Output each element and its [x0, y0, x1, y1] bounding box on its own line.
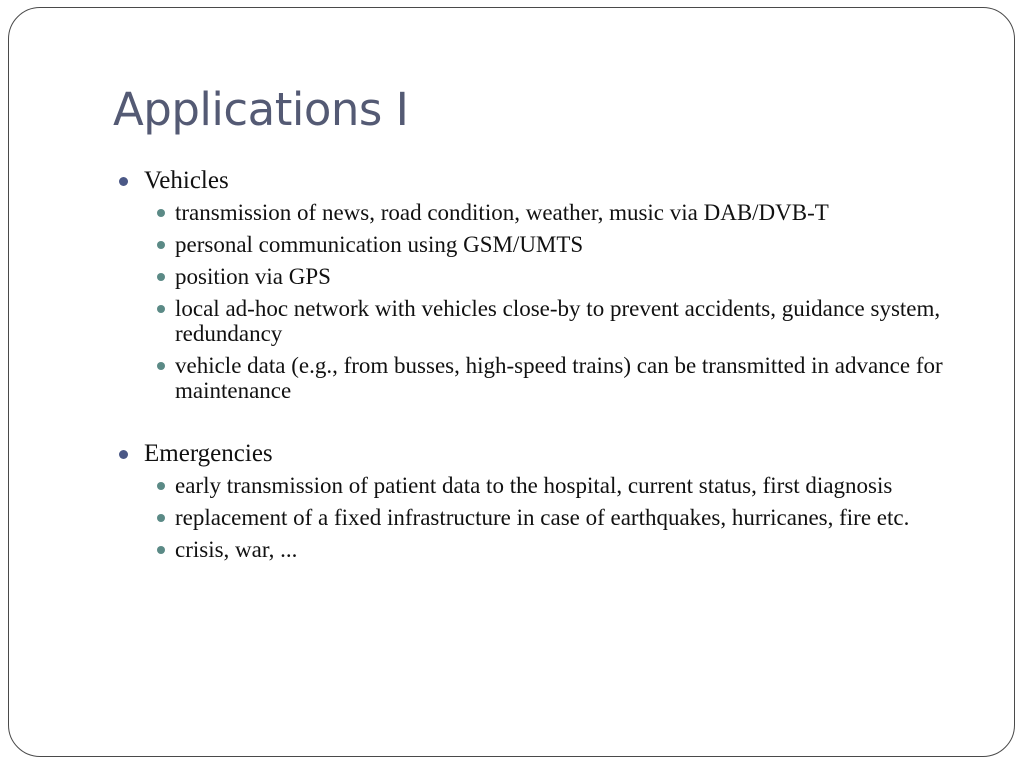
list-item: [113, 473, 973, 498]
list-item-text: transmission of news, road condition, weather, music via DAB/DVB-T: [175, 200, 829, 225]
slide-title: Applications I: [113, 83, 409, 136]
list-item-text: crisis, war, ...: [175, 537, 298, 562]
list-item-text: personal communication using GSM/UMTS: [175, 232, 584, 257]
sub-bullet-icon: [157, 362, 165, 370]
bullet-level1: [113, 439, 973, 469]
sub-bullet-icon: [157, 273, 165, 281]
bullet-icon: [119, 177, 128, 186]
bullet-level1: [113, 166, 973, 196]
sub-bullet-icon: [157, 305, 165, 313]
sub-bullet-icon: [157, 209, 165, 217]
slide-frame: [8, 7, 1015, 757]
sub-bullet-list: [113, 473, 973, 562]
sub-bullet-icon: [157, 514, 165, 522]
sub-bullet-icon: [157, 546, 165, 554]
bullet-icon: [119, 450, 128, 459]
section-emergencies: [113, 439, 973, 562]
list-item-text: local ad-hoc network with vehicles close-by to prevent accidents, guidance system, redundancy: [175, 296, 941, 346]
sub-bullet-icon: [157, 482, 165, 490]
section-vehicles: [113, 166, 973, 403]
list-item: [113, 505, 973, 530]
list-item: [113, 353, 973, 403]
list-item: [113, 264, 973, 289]
list-item-text: early transmission of patient data to the hospital, current status, first diagnosis: [175, 473, 893, 498]
list-item-text: position via GPS: [175, 264, 331, 289]
slide-body: [113, 166, 973, 569]
list-item: [113, 296, 973, 346]
list-item-text: replacement of a fixed infrastructure in case of earthquakes, hurricanes, fire etc.: [175, 505, 910, 530]
sub-bullet-list: [113, 200, 973, 403]
section-heading: Vehicles: [144, 167, 229, 194]
sub-bullet-icon: [157, 241, 165, 249]
section-heading: Emergencies: [144, 440, 273, 467]
list-item: [113, 232, 973, 257]
list-item-text: vehicle data (e.g., from busses, high-speed trains) can be transmitted in advance for maintenance: [175, 353, 943, 403]
list-item: [113, 200, 973, 225]
list-item: [113, 537, 973, 562]
